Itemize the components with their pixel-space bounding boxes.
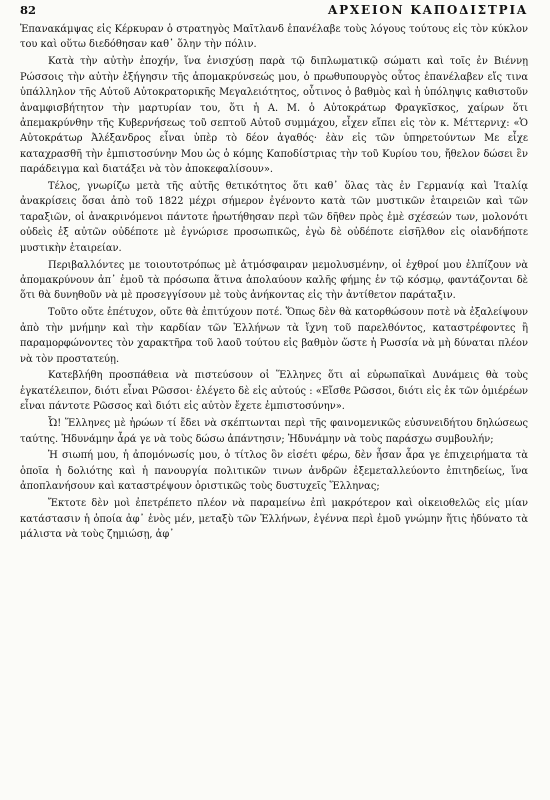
page-header <box>20 0 528 20</box>
paragraph: Κατεβλήθη προσπάθεια νὰ πιστεύσουν οἱ Ἕλληνες ὅτι αἱ εὐρωπαϊκαὶ Δυνάμεις θὰ τοὺς ἐγκατέλειπον, διότι εἶναι Ρῶσσοι· ἐλέγετο δὲ εἰς αὐτούς : «Εἴσθε Ρῶσσοι, διότι εἰς ἐκ τῶν ὁμιέρέων εἶναι πάντοτε Ρῶσσος καὶ διότι εἰς αὐτὸν ἔχετε ἐμπιστοσύνην». <box>20 370 528 413</box>
paragraph: Ὦ! Ἕλληνες μὲ ἡρώων τί ἔδει νὰ σκέπτωνται περὶ τῆς φαινομενικῶς εὐσυνειδήτου δηλώσεως ταύτης. Ἠδυνάμην ἆρά γε νὰ τοὺς δώσω ἀπάντησιν; Ἠδυνάμην νὰ τοὺς παράσχω συμβουλήν; <box>20 418 528 445</box>
paragraph: Περιβαλλόντες με τοιουτοτρόπως μὲ ἀτμόσφαιραν μεμολυσμένην, οἱ ἐχθροί μου ἐλπίζουν νὰ ἀπομακρύνουν ἀπ᾽ ἐμοῦ τὰ πρόσωπα ἅτινα ἀπολαύουν καλῆς φήμης ἐν τῷ κόσμῳ, φαντάζονται δὲ ὅτι θὰ δυνηθοῦν νὰ μὲ προσεγγίσουν μὲ τοὺς ἀνήκοντας εἰς τὴν ἀντίθετον παράταξιν. <box>20 259 528 302</box>
paragraph: Ἐπανακάμψας εἰς Κέρκυραν ὁ στρατηγὸς Μαῖτλανδ ἐπανέλαβε τοὺς λόγους τούτους εἰς τὸν κύκλον του καὶ οὕτω διεδόθησαν καθ᾽ ὅλην τὴν πόλιν. <box>20 24 528 51</box>
paragraph: Τέλος, γνωρίζω μετὰ τῆς αὐτῆς θετικότητος ὅτι καθ᾽ ὅλας τὰς ἐν Γερμανίᾳ καὶ Ἰταλίᾳ ἀνακρίσεις ὅσαι ἀπὸ τοῦ 1822 μέχρι σήμερον ἐγένοντο κατὰ τῶν μυστικῶν ἑταιρειῶν καὶ τῶν ταραξιῶν, οἱ ἀνακρινόμενοι πάντοτε ἠρωτήθησαν περὶ τῶν δῆθεν πρὸς ἐμὲ σχέσεών των, μολονότι οὐδεὶς ἐξ αὐτῶν οὐδέποτε μὲ ἐγνώρισε προσωπικῶς, ἐγὼ δὲ οὐδέποτε εἰσῆλθον εἰς οἱανδήποτε μυστικὴν ἑταιρείαν. <box>20 181 528 254</box>
body-text <box>20 22 528 544</box>
running-title: ΑΡΧΕΙΟΝ ΚΑΠΟΔΙΣΤΡΙΑ <box>327 3 528 17</box>
paragraph: Ἡ σιωπή μου, ἡ ἀπομόνωσίς μου, ὁ τίτλος ὃν εἰσέτι φέρω, δὲν ἦσαν ἆρα γε ἐπιχειρήματα τὰ ὁποῖα ἡ δολιότης καὶ ἡ πανουργία πολιτικῶν τινων ἀνδρῶν ἐξεμεταλλεύοντο ἐπιτηδείως, ἵνα ἀποπλανήσουν καὶ καταστρέψουν ὁριστικῶς τοὺς δυστυχεῖς Ἕλληνας; <box>20 450 528 493</box>
paragraph: Κατὰ τὴν αὐτὴν ἐποχήν, ἵνα ἐνισχύσῃ παρὰ τῷ διπλωματικῷ σώματι καὶ τοῖς ἐν Βιέννῃ Ρώσσοις τὴν αὐτὴν ἐξήγησιν τῆς ἀπομακρύνσεώς μου, ὁ πρωθυπουργὸς οὗτος ἐπανέλαβεν εἴς τινα ὑπάλληλον τῆς Αὐτοῦ Αὐτοκρατορικῆς Μεγαλειότητος, οὗτινος ὁ βαθμὸς καὶ ἡ ὑπόληψις καθιστοῦν ἀναμφισβήτητον τὴν μαρτυρίαν του, ὅτι ἡ Α. Μ. ὁ Αὐτοκράτωρ Φραγκῖσκος, χαίρων ὅτι ἀπεμακρύνθην τῆς Κυβερνήσεως τοῦ σεπτοῦ Αὐτοῦ συμμάχου, εἶχεν εἴπει εἰς τὸν κ. Μέττερνιχ: «Ὁ Αὐτοκράτωρ Ἀλέξανδρος εἶναι ὑπὲρ τὸ δέον ἀγαθός· ἐὰν εἰς τῶν ὑπηρετούντων Με εἶχε καταχρασθῆ τὴν ἐμπιστοσύνην Μου ὡς ὁ κόμης Καποδίστριας τὴν τοῦ Κυρίου του, ἤθελον δώσει ἓν παράδειγμα καὶ διατάξει νὰ τὸν ἀποκεφαλίσουν». <box>20 56 528 176</box>
paragraph: Ἔκτοτε δὲν μοὶ ἐπετρέπετο πλέον νὰ παραμείνω ἐπὶ μακρότερον καὶ οἰκειοθελῶς εἰς μίαν κατάστασιν ἡ ὁποία ἀφ᾽ ἑνὸς μέν, μεταξὺ τῶν Ἑλλήνων, ἐγέννα περὶ ἐμοῦ γνώμην ἥτις ἠδύνατο τὰ μάλιστα νὰ τοὺς ζημιώσῃ, ἀφ᾽ <box>20 498 528 540</box>
paragraph: Τοῦτο οὔτε ἐπέτυχον, οὔτε θὰ ἐπιτύχουν ποτέ. Ὅπως δὲν θὰ κατορθώσουν ποτὲ νὰ ἐξαλείψουν ἀπὸ τὴν μνήμην καὶ τὴν καρδίαν τῶν Ἑλλήνων τὰ ἴχνη τοῦ παρελθόντος, καταστρέφοντες ἢ παραμορφώνοντες τὸν χαρακτῆρα τοῦ λαοῦ τούτου εἰς βαθμὸν ὥστε ἡ Ρωσσία νὰ μὴ δύναται πλέον νὰ τὸν προστατεύῃ. <box>20 307 528 365</box>
page-number: 82 <box>20 3 37 17</box>
